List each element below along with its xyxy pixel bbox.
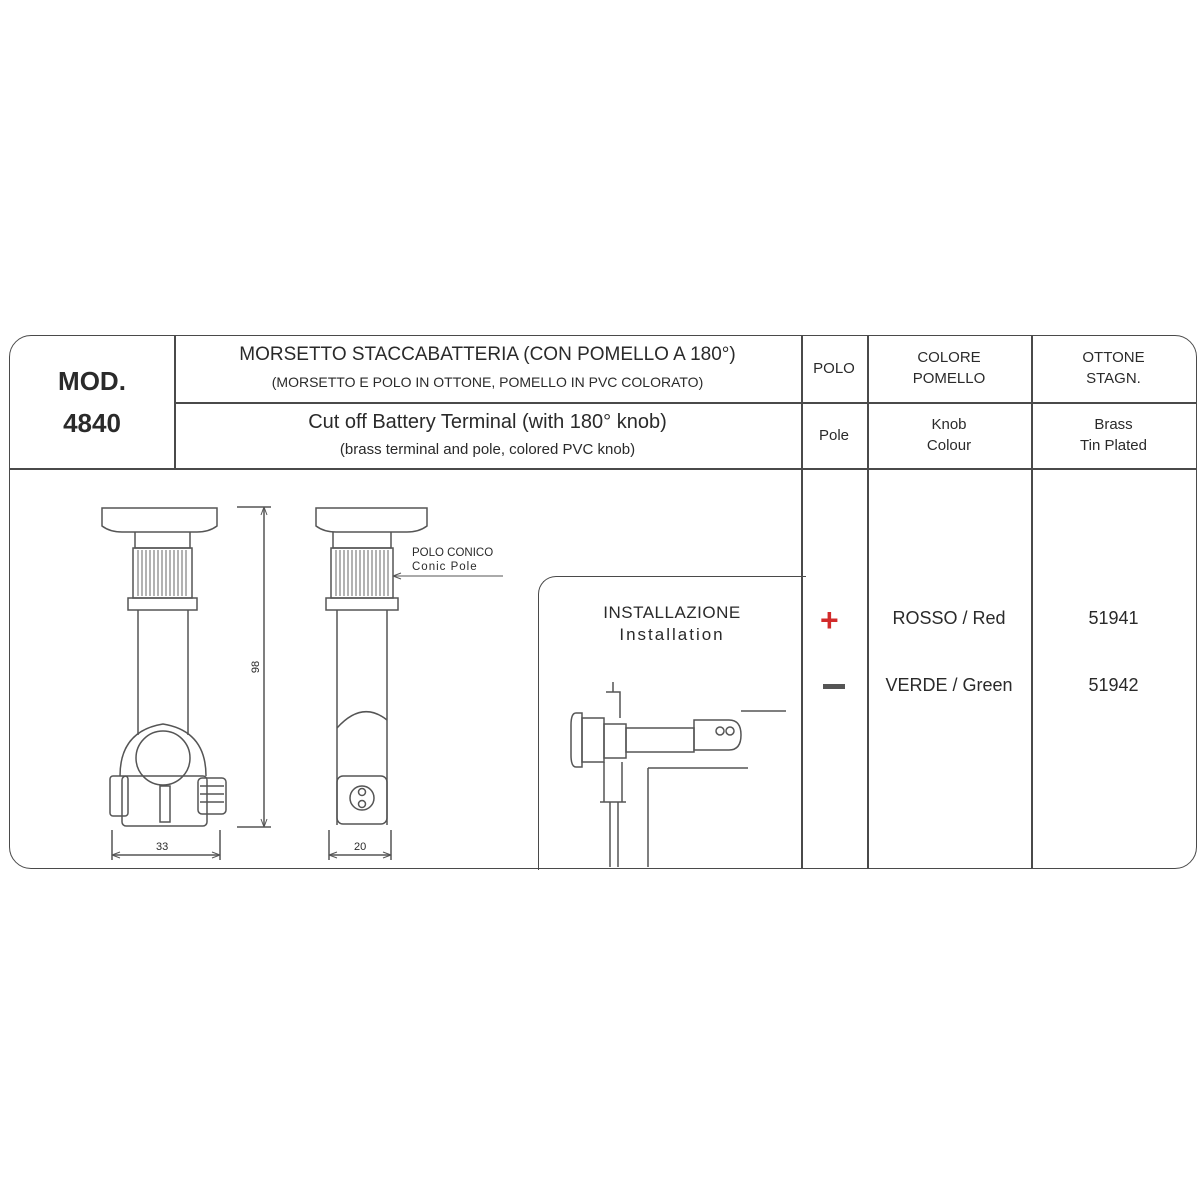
header-colour-it-line2: POMELLO <box>912 370 986 387</box>
title-english: Cut off Battery Terminal (with 180° knob) <box>308 411 667 433</box>
subtitle-italian: (MORSETTO E POLO IN OTTONE, POMELLO IN PVC COLORATO) <box>271 374 704 390</box>
row-code-green: 51942 <box>1088 675 1139 695</box>
collar-ring <box>128 598 197 610</box>
header-colour-en <box>867 414 1031 456</box>
conic-pole-en: Conic Pole <box>412 561 478 573</box>
row-code-red: 51941 <box>1088 608 1139 628</box>
header-brass-it-line1: OTTONE <box>1082 349 1145 366</box>
knob-side <box>316 508 427 532</box>
row-colour-green: VERDE / Green <box>885 675 1013 695</box>
dimension-height: 98 <box>250 660 263 674</box>
conic-pole-label <box>412 546 493 574</box>
minus-icon <box>823 684 845 689</box>
terminal-body <box>138 610 188 735</box>
row-colour-red: ROSSO / Red <box>892 608 1006 628</box>
subtitle-english: (brass terminal and pole, colored PVC knob) <box>339 441 636 458</box>
installation-title <box>538 602 806 646</box>
header-brass-en-line2: Tin Plated <box>1080 437 1147 454</box>
header-brass-it <box>1031 347 1196 389</box>
knob-front <box>102 508 217 532</box>
header-pole-it: POLO <box>813 360 855 377</box>
model-label: MOD. <box>58 366 126 396</box>
model-number: 4840 <box>63 408 121 438</box>
header-brass-en <box>1031 414 1196 456</box>
header-brass-en-line1: Brass <box>1094 416 1133 433</box>
header-colour-en-line2: Colour <box>926 437 972 454</box>
header-colour-en-line1: Knob <box>931 416 967 433</box>
installation-en: Installation <box>619 625 725 644</box>
dimension-width-front: 33 <box>156 841 169 853</box>
conic-pole-it: POLO CONICO <box>412 547 494 559</box>
product-sheet <box>9 335 1197 869</box>
header-colour-it-line1: COLORE <box>917 349 981 366</box>
plus-icon: + <box>820 602 839 638</box>
pole-hole <box>136 731 190 785</box>
header-pole-en: Pole <box>818 427 850 444</box>
header-brass-it-line2: STAGN. <box>1086 370 1141 387</box>
dimension-width-side: 20 <box>354 841 367 853</box>
header-colour-it <box>867 347 1031 389</box>
title-italian: MORSETTO STACCABATTERIA (CON POMELLO A 180°) <box>239 344 736 365</box>
installation-it: INSTALLAZIONE <box>603 603 741 622</box>
